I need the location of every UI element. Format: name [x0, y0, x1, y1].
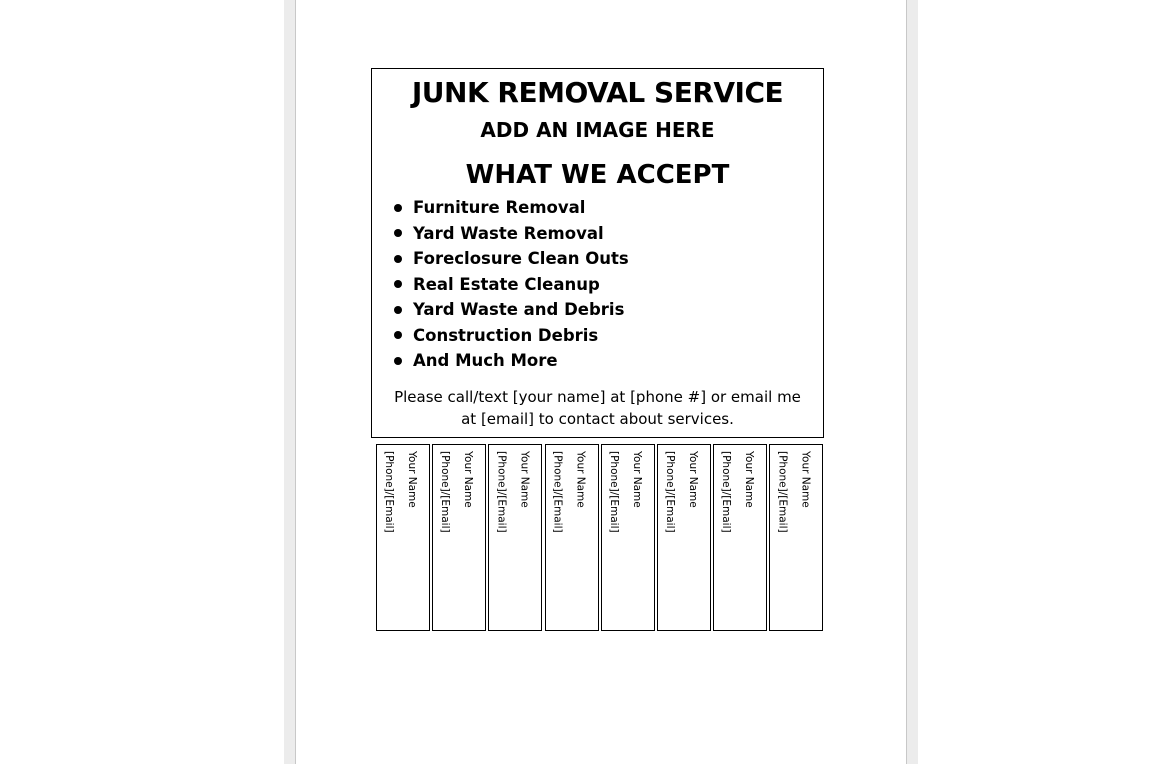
tear-tab-name: Your Name: [518, 451, 531, 508]
tear-tab[interactable]: [713, 444, 767, 631]
tear-tab-text: [546, 451, 592, 533]
tear-tab[interactable]: [432, 444, 486, 631]
tear-tab-name: Your Name: [799, 451, 812, 508]
tear-tab-contact: [Phone]/[Email]: [551, 451, 564, 533]
tear-tab-text: [377, 451, 423, 533]
list-item[interactable]: [394, 297, 823, 323]
tear-off-tabs: [376, 444, 826, 631]
tear-tab-name: Your Name: [574, 451, 587, 508]
tear-tab-name: Your Name: [462, 451, 475, 508]
tear-tab-name: Your Name: [743, 451, 756, 508]
list-item-label: Real Estate Cleanup: [413, 274, 600, 294]
list-item[interactable]: [394, 348, 823, 374]
tear-tab[interactable]: [488, 444, 542, 631]
list-item-label: Yard Waste and Debris: [413, 300, 625, 319]
tear-tab-contact: [Phone]/[Email]: [776, 451, 789, 533]
tear-tab-contact: [Phone]/[Email]: [720, 451, 733, 533]
tear-tab-text: [770, 451, 816, 533]
tear-tab-contact: [Phone]/[Email]: [663, 451, 676, 533]
tear-tab[interactable]: [601, 444, 655, 631]
list-item-label: Construction Debris: [413, 325, 599, 345]
bullet-icon: [394, 229, 402, 237]
bullet-icon: [394, 204, 402, 212]
image-placeholder-text[interactable]: ADD AN IMAGE HERE: [480, 118, 715, 142]
tear-tab-text: [658, 451, 704, 533]
tear-tab-contact: [Phone]/[Email]: [383, 451, 395, 533]
accept-list: [372, 195, 823, 374]
list-item-label: And Much More: [413, 351, 558, 370]
list-item[interactable]: [394, 221, 823, 247]
list-item[interactable]: [394, 323, 823, 349]
list-item[interactable]: [394, 272, 823, 298]
list-item-label: Foreclosure Clean Outs: [413, 249, 629, 268]
bullet-icon: [394, 255, 402, 263]
tear-tab-name: Your Name: [406, 451, 418, 508]
flyer-box[interactable]: [371, 68, 824, 438]
tear-tab-contact: [Phone]/[Email]: [607, 451, 620, 533]
bullet-icon: [394, 306, 402, 314]
accept-heading[interactable]: WHAT WE ACCEPT: [465, 160, 730, 190]
document-page[interactable]: [295, 0, 907, 764]
bullet-icon: [394, 280, 402, 288]
list-item[interactable]: [394, 195, 823, 221]
list-item[interactable]: [394, 246, 823, 272]
flyer-title[interactable]: JUNK REMOVAL SERVICE: [411, 76, 784, 109]
tear-tab-name: Your Name: [686, 451, 699, 508]
tear-tab[interactable]: [657, 444, 711, 631]
tear-tab-text: [602, 451, 648, 533]
tear-tab-contact: [Phone]/[Email]: [439, 451, 452, 533]
bullet-icon: [394, 357, 402, 365]
tear-tab[interactable]: [545, 444, 599, 631]
tear-tab-text: [489, 451, 535, 533]
contact-text[interactable]: Please call/text [your name] at [phone #] or email me at [email] to contact about services.: [394, 387, 801, 428]
list-item-label: Furniture Removal: [413, 198, 586, 217]
tear-tab-contact: [Phone]/[Email]: [495, 451, 508, 533]
document-canvas[interactable]: [284, 0, 918, 764]
tear-tab-text: [433, 451, 479, 533]
bullet-icon: [394, 331, 402, 339]
list-item-label: Yard Waste Removal: [413, 223, 604, 243]
tear-tab[interactable]: [769, 444, 823, 631]
tear-tab-name: Your Name: [630, 451, 643, 508]
tear-tab-text: [714, 451, 760, 533]
tear-tab[interactable]: [376, 444, 430, 631]
